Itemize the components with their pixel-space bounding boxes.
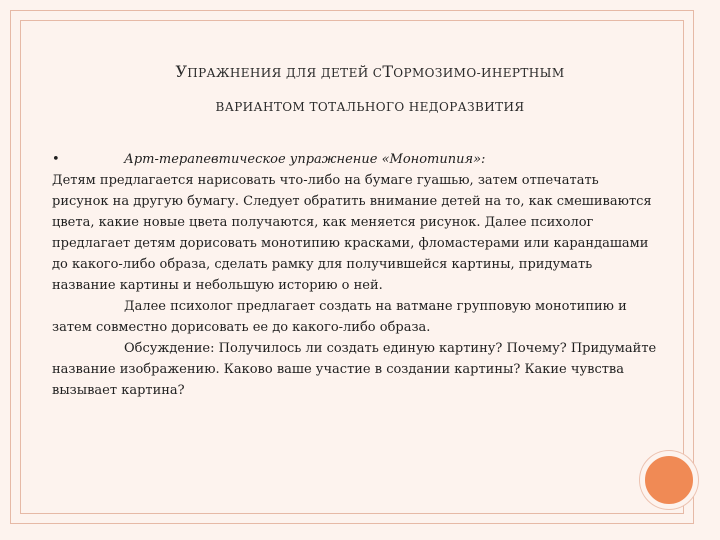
- bullet-marker: •: [52, 152, 60, 167]
- slide-title-line-2: ВАРИАНТОМ ТОТАЛЬНОГО НЕДОРАЗВИТИЯ: [215, 100, 525, 114]
- decorative-circle: [640, 451, 698, 509]
- exercise-heading: Арт-терапевтическое упражнение «Монотипия»:: [124, 152, 486, 167]
- slide-title-line-1: УПРАЖНЕНИЯ ДЛЯ ДЕТЕЙ СТОРМОЗИМО-ИНЕРТНЫМ: [175, 62, 565, 81]
- exercise-heading-line: [52, 149, 658, 170]
- slide-title: [60, 60, 680, 117]
- paragraph-discussion: Обсуждение: Получилось ли создать единую картину? Почему? Придумайте название изображению. Каково ваше участие в создании картины? Какие чувства вызывает картина?: [52, 341, 657, 398]
- slide-body: [52, 149, 658, 401]
- paragraph-instructions: Детям предлагается нарисовать что-либо на бумаге гуашью, затем отпечатать рисунок на другую бумагу. Следует обратить внимание детей на то, как смешиваются цвета, какие новые цвета получаются, как меняется рисунок. Далее психолог предлагает детям дорисовать монотипию красками, фломастерами или карандашами до какого-либо образа, сделать рамку для получившейся картины, придумать название картины и небольшую историю о ней.: [52, 173, 652, 293]
- paragraph-group-activity: Далее психолог предлагает создать на ватмане групповую монотипию и затем совместно дорисовать ее до какого-либо образа.: [52, 299, 627, 335]
